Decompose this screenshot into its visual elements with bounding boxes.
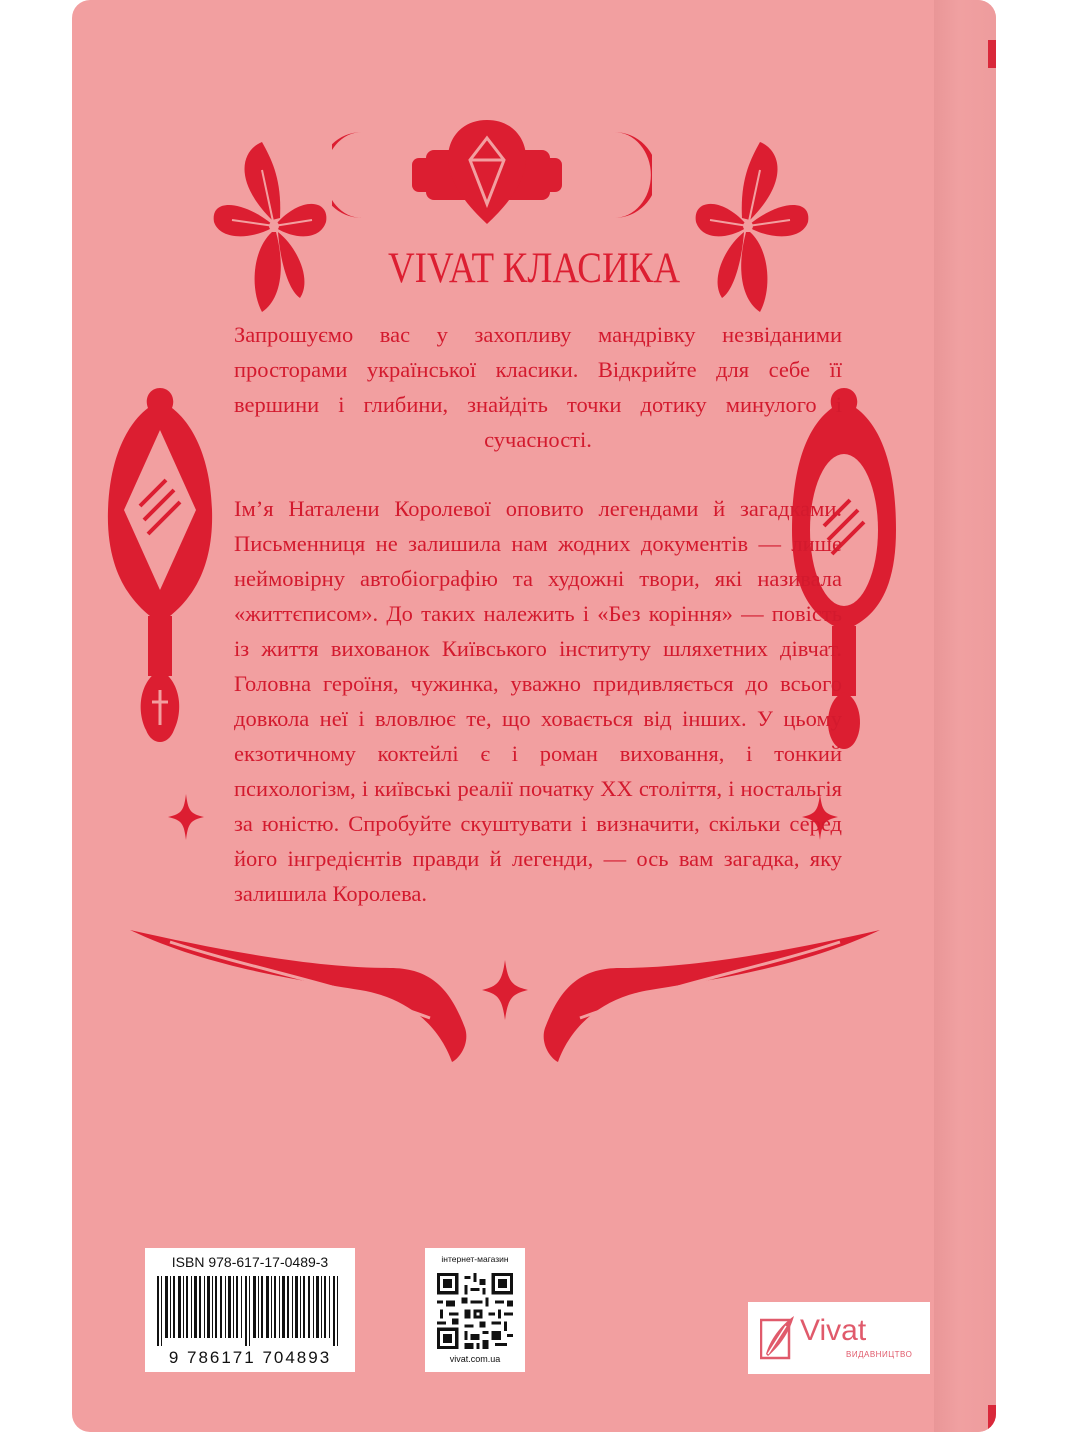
publisher-subtitle: ВИДАВНИЦТВО [846,1350,913,1359]
blurb-intro: Запрошуємо вас у захопливу мандрівку незвіданими просторами української класики. Відкрийте для себе її вершини і глибини, знайдіть точки дотику минулого і сучасності. [234,322,842,452]
qr-code-icon [437,1273,513,1349]
sparkle-icon [168,794,204,840]
qr-block [425,1248,525,1372]
barcode-icon [155,1276,345,1346]
qr-url: vivat.com.ua [449,1354,501,1364]
publisher-name: Vivat [800,1314,867,1347]
qr-label: інтернет-магазин [441,1254,509,1264]
barcode-digits: 9 786171 704893 [168,1348,332,1367]
isbn-label: ISBN 978-617-17-0489-3 [171,1254,329,1270]
spine-mark-bottom [988,1405,996,1429]
book-spine [934,0,996,1432]
hand-mirror-icon [100,380,220,755]
leaf-swirl-icon [130,928,880,1063]
quill-icon [760,1314,796,1362]
isbn-barcode [145,1248,355,1372]
publisher-logo [748,1302,930,1374]
series-title: VIVAT КЛАСИКА [387,245,681,292]
top-ornament [332,112,652,232]
blurb-text [234,317,842,911]
gem-icon [412,120,562,224]
book-back-cover [72,0,996,1432]
blurb-main: Ім’я Наталени Королевої оповито легендами й загадками. Письменниця не залишила нам жодних документів — лише неймовірну автобіографію та художні твори, які називала «життєписом». До таких належить і «Без коріння» — повість із життя вихованок Київського інституту шляхетних дівчат. Головна героїня, чужинка, уважно придивляється до всього довкола неї і вловлює те, що ховається від інших. У цьому екзотичному коктейлі є і роман виховання, і тонкий психологізм, і київські реалії початку XX століття, і ностальгія за юністю. Спробуйте скуштувати і визначити, скільки серед його інгредієнтів правди й легенди, — ось вам загадка, яку залишила Королева. [234,496,842,906]
spine-mark-top [988,40,996,68]
crescent-moon-icon [332,132,362,218]
crescent-moon-icon [614,132,652,218]
